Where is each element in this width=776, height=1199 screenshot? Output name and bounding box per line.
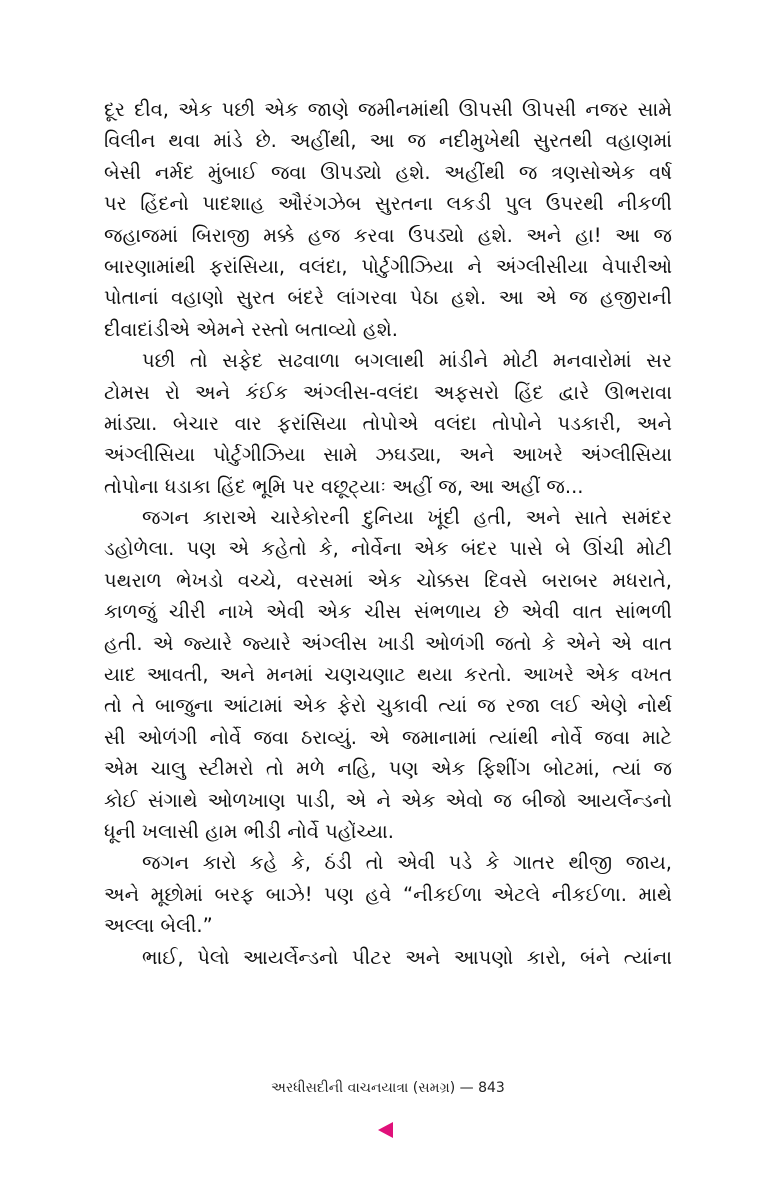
text-line: સી ઓળંગી નોર્વે જવા ઠરાવ્યું. એ જમાનામાં ત્યાંથી નોર્વે જવા માટે [104,725,672,749]
text-line: બારણામાંથી ફરાંસિયા, વલંદા, પોર્ટુગીઝિયા ને અંગ્લીસીયા વેપારીઓ [104,254,672,278]
text-line: પોતાનાં વહાણો સુરત બંદરે લાંગરવા પેઠા હશે. આ એ જ હજીરાની [104,286,672,310]
text-line: ડહોળેલા. પણ એ કહેતો કે, નોર્વેના એક બંદર પાસે બે ઊંચી મોટી [104,537,672,561]
paragraph-5 [104,942,672,973]
text-line: કાળજું ચીરી નાખે એવી એક ચીસ સંભળાય છે એવી વાત સાંભળી [104,600,672,624]
text-line: તોપોના ધડાકા હિંદ ભૂમિ પર વછૂટ્યાઃ અહીં જ, આ અહીં જ... [104,474,584,498]
page-number: 843 [478,1080,505,1096]
text-line: ભાઈ, પેલો આયર્લેન્ડનો પીટર અને આપણો કારો, બંને ત્યાંના [142,945,672,969]
text-line: પર હિંદનો પાદશાહ ઔરંગઝેબ સુરતના લકડી પુલ ઉપરથી નીકળી [104,192,672,216]
text-line: અને મૂછોમાં બરફ બાઝે! પણ હવે “નીકઈળા એટલે નીકઈળા. માથે [104,882,672,906]
book-title: અરધીસદીની વાચનયાત્રા (સમગ્ર) [271,1080,456,1096]
text-line: બેસી નર્મદ મુંબાઈ જવા ઊપડ્યો હશે. અહીંથી જ ત્રણસોએક વર્ષ [104,160,672,184]
text-line: ધૂની ખલાસી હામ ભીડી નોર્વે પહોંચ્યા. [104,819,394,843]
text-line: દૂર દીવ, એક પછી એક જાણે જમીનમાંથી ઊપસી ઊપસી નજર સામે [104,98,672,121]
text-line: હતી. એ જ્યારે જ્યારે અંગ્લીસ ખાડી ઓળંગી જતો કે એને એ વાત [104,631,672,655]
text-line: કોઈ સંગાથે ઓળખાણ પાડી, એ ને એક એવો જ બીજો આયર્લેન્ડનો [104,788,672,812]
text-line: અલ્લા બેલી.” [104,914,213,938]
paragraph-3 [104,502,672,847]
paragraph-4 [104,847,672,941]
text-line: જહાજમાં બિરાજી મક્કે હજ કરવા ઉપડ્યો હશે. અને હા! આ જ [104,223,672,247]
text-line: પછી તો સફેદ સઢવાળા બગલાથી માંડીને મોટી મનવારોમાં સર [142,349,672,373]
text-line: જગન કારો કહે કે, ઠંડી તો એવી પડે કે ગાતર થીજી જાય, [142,851,672,875]
footer-separator: — [459,1080,474,1096]
page-footer [0,1080,776,1096]
text-line: એમ ચાલુ સ્ટીમરો તો મળે નહિ, પણ એક ફિશીંગ બોટમાં, ત્યાં જ [104,757,672,781]
text-line: દીવાદાંડીએ એમને રસ્તો બતાવ્યો હશે. [104,317,398,341]
text-line: માંડ્યા. બેચાર વાર ફરાંસિયા તોપોએ વલંદા તોપોને પડકારી, અને [104,411,672,435]
text-line: અંગ્લીસિયા પોર્ટુગીઝિયા સામે ઝઘડ્યા, અને આખરે અંગ્લીસિયા [104,443,672,467]
text-line: તો તે બાજુના આંટામાં એક ફેરો ચુકાવી ત્યાં જ રજા લઈ એણે નોર્થ [104,694,672,718]
page-body [104,94,672,973]
text-line: ટોમસ રો અને કંઈક અંગ્લીસ-વલંદા અફસરો હિંદ દ્વારે ઊભરાવા [104,380,672,404]
paragraph-2 [104,345,672,502]
text-line: વિલીન થવા માંડે છે. અહીંથી, આ જ નદીમુખેથી સુરતથી વહાણમાં [104,129,672,153]
paragraph-1 [104,94,672,345]
text-line: જગન કારાએ ચારેકોરની દુનિયા ખૂંદી હતી, અને સાતે સમંદર [142,506,672,530]
previous-page-arrow-icon[interactable] [378,1122,393,1138]
text-line: પથરાળ ભેખડો વચ્ચે, વરસમાં એક ચોક્કસ દિવસે બરાબર મધરાતે, [104,568,672,592]
text-line: યાદ આવતી, અને મનમાં ચણચણાટ થયા કરતો. આખરે એક વખત [104,663,672,687]
